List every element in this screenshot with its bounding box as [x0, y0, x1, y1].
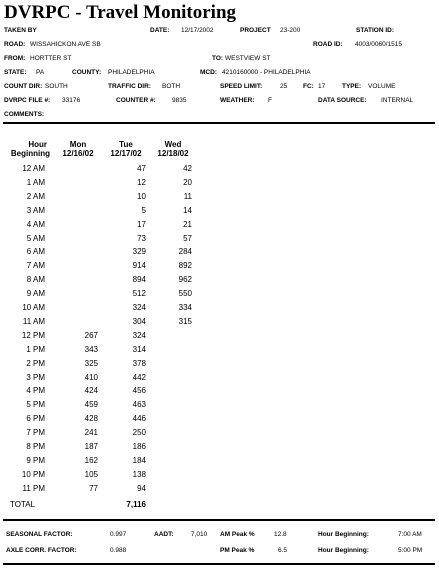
from-label: FROM:	[4, 55, 26, 62]
fc-value: 17	[318, 83, 326, 90]
count-dir-label: COUNT DIR:	[4, 83, 43, 90]
table-row	[0, 192, 200, 204]
hour-cell: 1 AM	[26, 177, 45, 187]
tue-cell: 94	[137, 483, 146, 493]
speed-limit-value: 25	[280, 83, 288, 90]
bottom-border	[3, 563, 435, 565]
table-row	[0, 456, 200, 468]
axle-factor-label: AXLE CORR. FACTOR:	[6, 547, 77, 554]
wed-cell: 57	[183, 233, 192, 243]
hour-cell: 9 PM	[26, 455, 45, 465]
hour-cell: 12 AM	[22, 164, 45, 173]
mon-cell: 325	[84, 358, 98, 368]
tue-cell: 324	[132, 330, 146, 340]
mon-cell: 343	[84, 344, 98, 354]
mon-cell: 459	[84, 400, 98, 410]
table-row	[0, 220, 200, 232]
wed-cell: 14	[183, 205, 192, 215]
hour-cell: 6 AM	[26, 247, 45, 257]
hour-cell: 4 PM	[26, 386, 45, 396]
tue-cell: 378	[132, 358, 146, 368]
hour-cell: 11 AM	[22, 316, 45, 326]
mon-cell: 267	[84, 330, 98, 340]
pm-peak-value: 6.5	[278, 547, 288, 554]
count-dir-value: SOUTH	[45, 83, 68, 90]
mon-cell: 77	[89, 483, 98, 493]
mon-cell: 241	[84, 428, 98, 438]
tue-cell: 304	[132, 316, 146, 326]
table-row	[0, 206, 200, 218]
report-title: DVRPC - Travel Monitoring	[4, 2, 237, 23]
data-source-label: DATA SOURCE:	[318, 97, 367, 104]
table-row	[0, 442, 200, 454]
hour-cell: 2 PM	[26, 358, 45, 368]
tue-cell: 324	[132, 303, 146, 312]
tue-cell: 512	[132, 289, 146, 299]
date-label: DATE:	[150, 27, 170, 34]
mcd-value: 4210160000 - PHILADELPHIA	[222, 69, 311, 76]
county-value: PHILADELPHIA	[108, 69, 155, 76]
hour-cell: 6 PM	[26, 414, 45, 424]
mon-cell: 424	[84, 386, 98, 396]
pm-peak-label: PM Peak %	[220, 547, 255, 554]
tue-cell: 17	[137, 219, 146, 229]
data-source-value: INTERNAL	[381, 97, 414, 104]
file-value: 33176	[62, 97, 81, 104]
table-row	[0, 261, 200, 273]
wed-cell: 20	[183, 177, 192, 187]
table-row	[0, 345, 200, 357]
table-row	[0, 247, 200, 259]
weather-label: WEATHER:	[220, 97, 255, 104]
seasonal-factor-label: SEASONAL FACTOR:	[6, 531, 73, 538]
hour-cell: 3 PM	[26, 372, 45, 382]
table-row	[0, 428, 200, 440]
wed-cell: 315	[178, 316, 192, 326]
footer-divider	[3, 519, 435, 521]
table-row	[0, 470, 200, 482]
tue-cell: 329	[132, 247, 146, 257]
hour-cell: 10 PM	[21, 469, 45, 479]
tue-cell: 184	[132, 455, 146, 465]
mon-cell: 162	[84, 455, 98, 465]
road-label: ROAD:	[4, 41, 26, 48]
table-row	[0, 303, 200, 315]
hour-cell: 11 PM	[22, 483, 45, 493]
tue-column-header: Tue 12/17/02	[110, 140, 142, 158]
type-label: TYPE:	[342, 83, 362, 90]
table-row	[0, 414, 200, 426]
tue-cell: 10	[137, 191, 146, 201]
hour-cell: 1 PM	[26, 344, 45, 354]
hour-cell: 8 AM	[26, 275, 45, 285]
road-id-label: ROAD ID:	[313, 41, 343, 48]
table-row	[0, 275, 200, 287]
table-row	[0, 331, 200, 343]
table-row	[0, 178, 200, 190]
wed-cell: 284	[178, 247, 192, 257]
taken-by-label: TAKEN BY	[4, 27, 37, 34]
wed-cell: 962	[178, 275, 192, 285]
seasonal-factor-value: 0.997	[110, 531, 127, 538]
wed-cell: 892	[178, 261, 192, 271]
table-row	[0, 484, 200, 496]
tue-cell: 73	[137, 233, 146, 243]
hour-cell: 5 PM	[26, 400, 45, 410]
date-value: 12/17/2002	[181, 27, 214, 34]
tue-cell: 442	[132, 372, 146, 382]
pm-hour-beginning-value: 5:00 PM	[398, 547, 423, 554]
tue-cell: 314	[132, 344, 146, 354]
to-value: WESTVIEW ST	[225, 55, 271, 62]
mon-cell: 187	[84, 442, 98, 451]
tue-cell: 894	[132, 275, 146, 285]
mon-cell: 428	[84, 414, 98, 424]
tue-cell: 463	[132, 400, 146, 410]
file-label: DVRPC FILE #:	[4, 97, 51, 104]
road-id-value: 4003/0060/1515	[355, 41, 402, 48]
fc-label: FC:	[303, 83, 314, 90]
traffic-dir-value: BOTH	[162, 83, 181, 90]
pm-hour-beginning-label: Hour Beginning:	[318, 547, 369, 554]
wed-cell: 21	[183, 219, 192, 229]
wed-cell: 42	[183, 164, 192, 173]
table-row	[0, 289, 200, 301]
mon-cell: 410	[84, 372, 98, 382]
mcd-label: MCD:	[200, 69, 217, 76]
tue-cell: 914	[132, 261, 146, 271]
total-label: TOTAL	[10, 500, 36, 509]
station-id-label: STATION ID:	[356, 27, 395, 34]
table-row	[0, 317, 200, 329]
hour-cell: 5 AM	[26, 233, 45, 243]
table-row	[0, 234, 200, 246]
wed-column-header: Wed 12/18/02	[157, 140, 189, 158]
aadt-label: AADT:	[154, 531, 174, 538]
total-tue-value: 7,116	[126, 500, 146, 509]
hour-cell: 7 PM	[26, 428, 45, 438]
speed-limit-label: SPEED LIMIT:	[220, 83, 263, 90]
wed-cell: 550	[178, 289, 192, 299]
counter-value: 9835	[172, 97, 187, 104]
am-peak-label: AM Peak %	[220, 531, 255, 538]
project-label: PROJECT	[240, 27, 271, 34]
aadt-value: 7,010	[191, 531, 208, 538]
weather-value: F	[268, 97, 272, 104]
hour-cell: 7 AM	[26, 261, 45, 271]
tue-cell: 446	[132, 414, 146, 424]
table-row	[0, 359, 200, 371]
mon-cell: 105	[84, 469, 98, 479]
hour-cell: 3 AM	[26, 205, 45, 215]
tue-cell: 47	[137, 164, 146, 173]
project-value: 23-200	[280, 27, 301, 34]
state-value: PA	[36, 69, 45, 76]
type-value: VOLUME	[368, 83, 396, 90]
tue-cell: 250	[132, 428, 146, 438]
hour-cell: 10 AM	[22, 303, 45, 312]
county-label: COUNTY:	[72, 69, 102, 76]
from-value: HORTTER ST	[30, 55, 72, 62]
axle-factor-value: 0.988	[110, 547, 127, 554]
hour-cell: 8 PM	[26, 442, 45, 451]
state-label: STATE:	[4, 69, 27, 76]
table-row	[0, 386, 200, 398]
hour-cell: 9 AM	[26, 289, 45, 299]
tue-cell: 138	[132, 469, 146, 479]
hour-cell: 4 AM	[26, 219, 45, 229]
tue-cell: 12	[137, 177, 146, 187]
counter-label: COUNTER #:	[116, 97, 156, 104]
road-value: WISSAHICKON AVE SB	[30, 41, 101, 48]
hour-cell: 12 PM	[21, 330, 45, 340]
table-row	[0, 373, 200, 385]
wed-cell: 11	[183, 191, 192, 201]
tue-cell: 456	[132, 386, 146, 396]
tue-cell: 5	[141, 205, 146, 215]
hour-cell: 2 AM	[26, 191, 45, 201]
hour-column-header: Hour Beginning	[10, 140, 50, 158]
to-label: TO:	[212, 55, 224, 62]
comments-label: COMMENTS:	[4, 111, 45, 118]
table-row	[0, 400, 200, 412]
am-hour-beginning-label: Hour Beginning:	[318, 531, 369, 538]
tue-cell: 186	[132, 442, 146, 451]
traffic-dir-label: TRAFFIC DIR:	[108, 83, 151, 90]
table-row	[0, 164, 200, 176]
wed-cell: 334	[178, 303, 192, 312]
am-hour-beginning-value: 7:00 AM	[398, 531, 422, 538]
am-peak-value: 12.8	[274, 531, 287, 538]
mon-column-header: Mon 12/16/02	[62, 140, 94, 158]
